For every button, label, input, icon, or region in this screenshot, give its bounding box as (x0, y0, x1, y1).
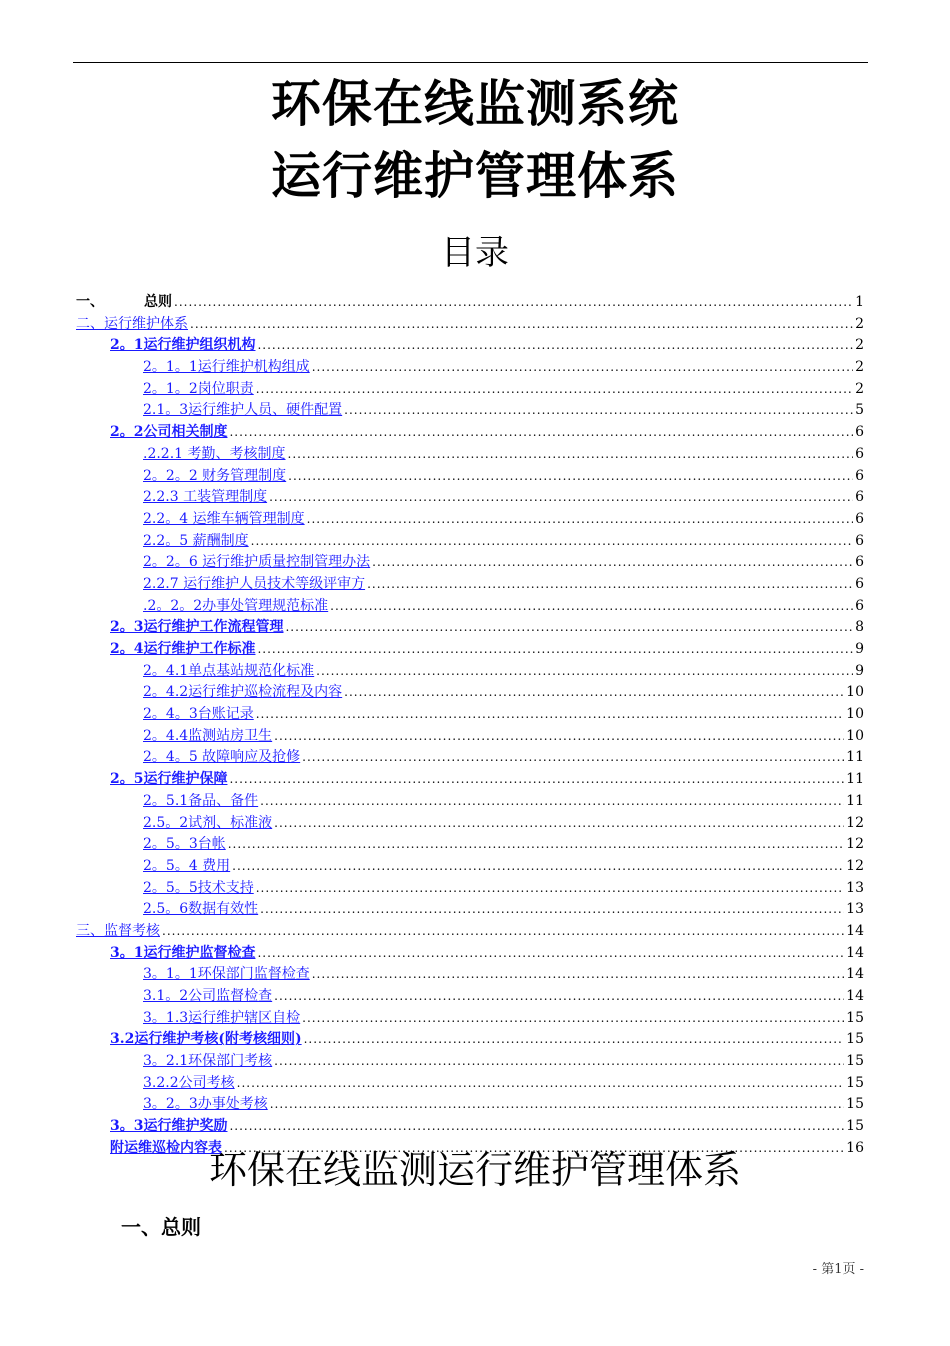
toc-dot-leader (330, 596, 853, 618)
toc-entry-label[interactable]: 2。4.1单点基站规范化标准 (143, 662, 315, 679)
toc-page-number: 14 (846, 966, 864, 983)
toc-dot-leader (228, 834, 844, 856)
toc-entry[interactable] (76, 531, 864, 553)
toc-entry[interactable] (76, 335, 864, 357)
toc-dot-leader (190, 314, 853, 336)
toc-dot-leader (229, 1116, 844, 1138)
toc-page-number: 9 (855, 662, 864, 679)
toc-entry-label[interactable]: .2。2。2办事处管理规范标准 (143, 597, 329, 614)
toc-entry-label[interactable]: 2。4.4监测站房卫生 (143, 727, 273, 744)
toc-dot-leader (257, 335, 853, 357)
toc-entry[interactable] (76, 422, 864, 444)
toc-entry-label[interactable]: 3。1.3运行维护辖区自检 (143, 1009, 301, 1026)
toc-entry[interactable] (76, 314, 864, 336)
toc-dot-leader (344, 682, 844, 704)
toc-page-number: 6 (855, 489, 864, 506)
toc-dot-leader (269, 487, 853, 509)
toc-entry-label[interactable]: 2。5。3台帐 (143, 836, 226, 853)
toc-entry[interactable] (76, 747, 864, 769)
toc-dot-leader (237, 1073, 845, 1095)
toc-page-number: 6 (855, 575, 864, 592)
toc-dot-leader (302, 747, 844, 769)
toc-entry[interactable] (76, 856, 864, 878)
toc-page-number: 15 (846, 1009, 864, 1026)
toc-entry[interactable] (76, 292, 864, 314)
toc-page-number: 6 (855, 424, 864, 441)
toc-entry[interactable] (76, 943, 864, 965)
toc-entry-label[interactable]: 三、监督考核 (76, 922, 160, 939)
toc-dot-leader (274, 986, 844, 1008)
toc-dot-leader (232, 856, 844, 878)
toc-dot-leader (312, 357, 853, 379)
toc-dot-leader (257, 943, 844, 965)
table-of-contents (76, 292, 864, 1160)
toc-dot-leader (256, 704, 844, 726)
toc-entry[interactable] (76, 617, 864, 639)
toc-entry-label[interactable]: 3。3运行维护奖励 (110, 1118, 228, 1135)
toc-page-number: 5 (855, 402, 864, 419)
toc-page-number: 15 (846, 1118, 864, 1135)
toc-entry-label[interactable]: 3。2。3办事处考核 (143, 1096, 268, 1113)
toc-page-number: 14 (846, 988, 864, 1004)
toc-entry-number: 一、 (76, 294, 104, 310)
toc-entry[interactable] (76, 1116, 864, 1138)
toc-page-number: 15 (846, 1074, 864, 1091)
toc-entry[interactable] (76, 639, 864, 661)
toc-entry-label[interactable]: 3。1。1环保部门监督检查 (143, 966, 310, 983)
toc-entry-label[interactable]: .2.2.1 考勤、考核制度 (143, 445, 286, 462)
toc-entry-label[interactable]: 2。2公司相关制度 (110, 424, 228, 441)
toc-entry[interactable] (76, 596, 864, 618)
toc-page-number: 14 (846, 922, 864, 939)
toc-dot-leader (344, 400, 853, 422)
toc-entry-label[interactable]: 2。4运行维护工作标准 (110, 641, 256, 657)
toc-dot-leader (302, 1008, 844, 1030)
toc-entry-label[interactable]: 2。4。5 故障响应及抢修 (143, 749, 301, 766)
toc-entry-label[interactable]: 二、运行维护体系 (76, 315, 188, 332)
toc-page-number: 11 (846, 771, 864, 788)
toc-page-number: 13 (846, 879, 864, 896)
toc-entry[interactable] (76, 921, 864, 943)
toc-entry[interactable] (76, 509, 864, 531)
toc-entry-label[interactable] (76, 292, 172, 314)
toc-entry[interactable] (76, 552, 864, 574)
toc-entry-label[interactable]: 附运维巡检内容表 (110, 1139, 222, 1156)
toc-entry-label[interactable]: 2.5。6数据有效性 (143, 901, 259, 918)
toc-entry-label[interactable]: 2。1。2岗位职责 (143, 380, 254, 397)
document-title-line2: 运行维护管理体系 (271, 146, 679, 205)
toc-entry[interactable] (76, 964, 864, 986)
toc-page-number: 8 (855, 619, 864, 636)
toc-entry[interactable] (76, 986, 864, 1008)
toc-entry-label[interactable]: 2.2。4 运维车辆管理制度 (143, 510, 305, 527)
toc-dot-leader (174, 292, 853, 314)
toc-entry[interactable] (76, 661, 864, 683)
toc-entry-label[interactable]: 2。1。1运行维护机构组成 (143, 359, 310, 376)
toc-entry[interactable] (76, 834, 864, 856)
toc-entry[interactable] (76, 878, 864, 900)
toc-page-number: 12 (846, 857, 864, 874)
toc-entry-label[interactable]: 2。5。5技术支持 (143, 879, 254, 896)
toc-entry-label[interactable]: 2。5。4 费用 (143, 857, 231, 874)
toc-entry[interactable] (76, 1094, 864, 1116)
toc-entry[interactable] (76, 444, 864, 466)
toc-dot-leader (307, 509, 853, 531)
toc-entry-label[interactable]: 2。3运行维护工作流程管理 (110, 619, 284, 636)
toc-entry[interactable] (76, 704, 864, 726)
toc-entry[interactable] (76, 466, 864, 488)
toc-entry[interactable] (76, 1073, 864, 1095)
toc-entry[interactable] (76, 379, 864, 401)
toc-entry-label[interactable]: 2.2.3 工装管理制度 (143, 489, 268, 506)
toc-entry-label[interactable]: 2。2。6 运行维护质量控制管理办法 (143, 554, 371, 571)
toc-page-number: 11 (846, 792, 864, 809)
toc-entry-label[interactable]: 3。1运行维护监督检查 (110, 944, 256, 961)
toc-page-number: 6 (855, 445, 864, 462)
toc-page-number: 6 (855, 597, 864, 614)
toc-dot-leader (288, 444, 854, 466)
toc-entry[interactable] (76, 899, 864, 921)
toc-entry[interactable] (76, 769, 864, 791)
toc-page-number: 2 (855, 315, 864, 332)
toc-page-number: 10 (846, 727, 864, 744)
toc-dot-leader (316, 661, 853, 683)
toc-dot-leader (229, 769, 844, 791)
toc-dot-leader (274, 1051, 844, 1073)
toc-page-number: 6 (855, 532, 864, 549)
toc-entry-label[interactable]: 2.5。2试剂、标准液 (143, 814, 273, 831)
toc-entry[interactable] (76, 574, 864, 596)
toc-entry[interactable] (76, 1051, 864, 1073)
toc-page-number: 12 (846, 836, 864, 853)
page-footer: - 第1页 - (812, 1262, 864, 1277)
toc-dot-leader (229, 422, 853, 444)
toc-dot-leader (270, 1094, 844, 1116)
toc-dot-leader (256, 379, 853, 401)
toc-page-number: 15 (846, 1053, 864, 1070)
document-title-line1: 环保在线监测系统 (271, 74, 679, 133)
toc-dot-leader (257, 639, 853, 661)
toc-dot-leader (162, 921, 844, 943)
toc-dot-leader (367, 574, 853, 596)
toc-dot-leader (251, 531, 853, 553)
toc-page-number: 10 (846, 706, 864, 723)
body-title: 环保在线监测运行维护管理体系 (208, 1148, 741, 1192)
toc-page-number: 13 (846, 901, 864, 918)
toc-entry[interactable] (76, 682, 864, 704)
toc-page-number: 15 (846, 1031, 864, 1048)
toc-entry-label[interactable]: 2。5.1备品、备件 (143, 792, 259, 809)
toc-page-number: 12 (846, 814, 864, 831)
toc-dot-leader (260, 899, 844, 921)
toc-page-number: 6 (855, 510, 864, 527)
toc-entry-label[interactable]: 2。2。2 财务管理制度 (143, 467, 287, 484)
toc-dot-leader (260, 791, 844, 813)
toc-entry-label[interactable]: 3.2.2公司考核 (143, 1074, 235, 1091)
toc-entry-label[interactable]: 3.2运行维护考核(附考核细则) (110, 1031, 302, 1048)
section-heading: 一、总则 (121, 1215, 201, 1239)
toc-page-number: 2 (855, 337, 864, 354)
toc-entry[interactable] (76, 791, 864, 813)
toc-page-number: 1 (855, 294, 864, 310)
toc-heading: 目录 (441, 233, 509, 273)
toc-dot-leader (288, 466, 853, 488)
toc-page-number: 9 (855, 641, 864, 657)
toc-entry[interactable] (76, 400, 864, 422)
toc-entry-label[interactable]: 3.1。2公司监督检查 (143, 988, 273, 1004)
toc-page-number: 6 (855, 554, 864, 571)
toc-entry-label[interactable]: 2.2。5 薪酬制度 (143, 532, 249, 549)
toc-entry-label[interactable]: 3。2.1环保部门考核 (143, 1053, 273, 1070)
toc-entry-label[interactable]: 2。4.2运行维护巡检流程及内容 (143, 684, 343, 701)
toc-page-number: 16 (846, 1139, 864, 1156)
toc-page-number: 6 (855, 467, 864, 484)
toc-page-number: 11 (846, 749, 864, 766)
toc-dot-leader (304, 1029, 845, 1051)
toc-dot-leader (312, 964, 844, 986)
toc-dot-leader (285, 617, 853, 639)
toc-entry-label[interactable]: 2。4。3台账记录 (143, 706, 254, 723)
toc-entry-text: 总则 (144, 294, 172, 310)
toc-entry[interactable] (76, 1029, 864, 1051)
toc-entry[interactable] (76, 1008, 864, 1030)
toc-dot-leader (256, 878, 844, 900)
toc-dot-leader (274, 813, 844, 835)
toc-page-number: 10 (846, 684, 864, 701)
toc-page-number: 2 (855, 380, 864, 397)
toc-entry[interactable] (76, 813, 864, 835)
toc-page-number: 2 (855, 359, 864, 376)
header-rule (73, 62, 868, 63)
toc-entry-label[interactable]: 2.2.7 运行维护人员技术等级评审方 (143, 575, 366, 592)
toc-page-number: 15 (846, 1096, 864, 1113)
toc-entry[interactable] (76, 487, 864, 509)
toc-dot-leader (372, 552, 853, 574)
toc-page-number: 14 (846, 944, 864, 961)
toc-entry[interactable] (76, 357, 864, 379)
toc-dot-leader (274, 726, 844, 748)
toc-entry-label[interactable]: 2.1。3运行维护人员、硬件配置 (143, 402, 343, 419)
toc-entry-label[interactable]: 2。1运行维护组织机构 (110, 337, 256, 354)
toc-entry-label[interactable]: 2。5运行维护保障 (110, 771, 228, 788)
toc-entry[interactable] (76, 726, 864, 748)
